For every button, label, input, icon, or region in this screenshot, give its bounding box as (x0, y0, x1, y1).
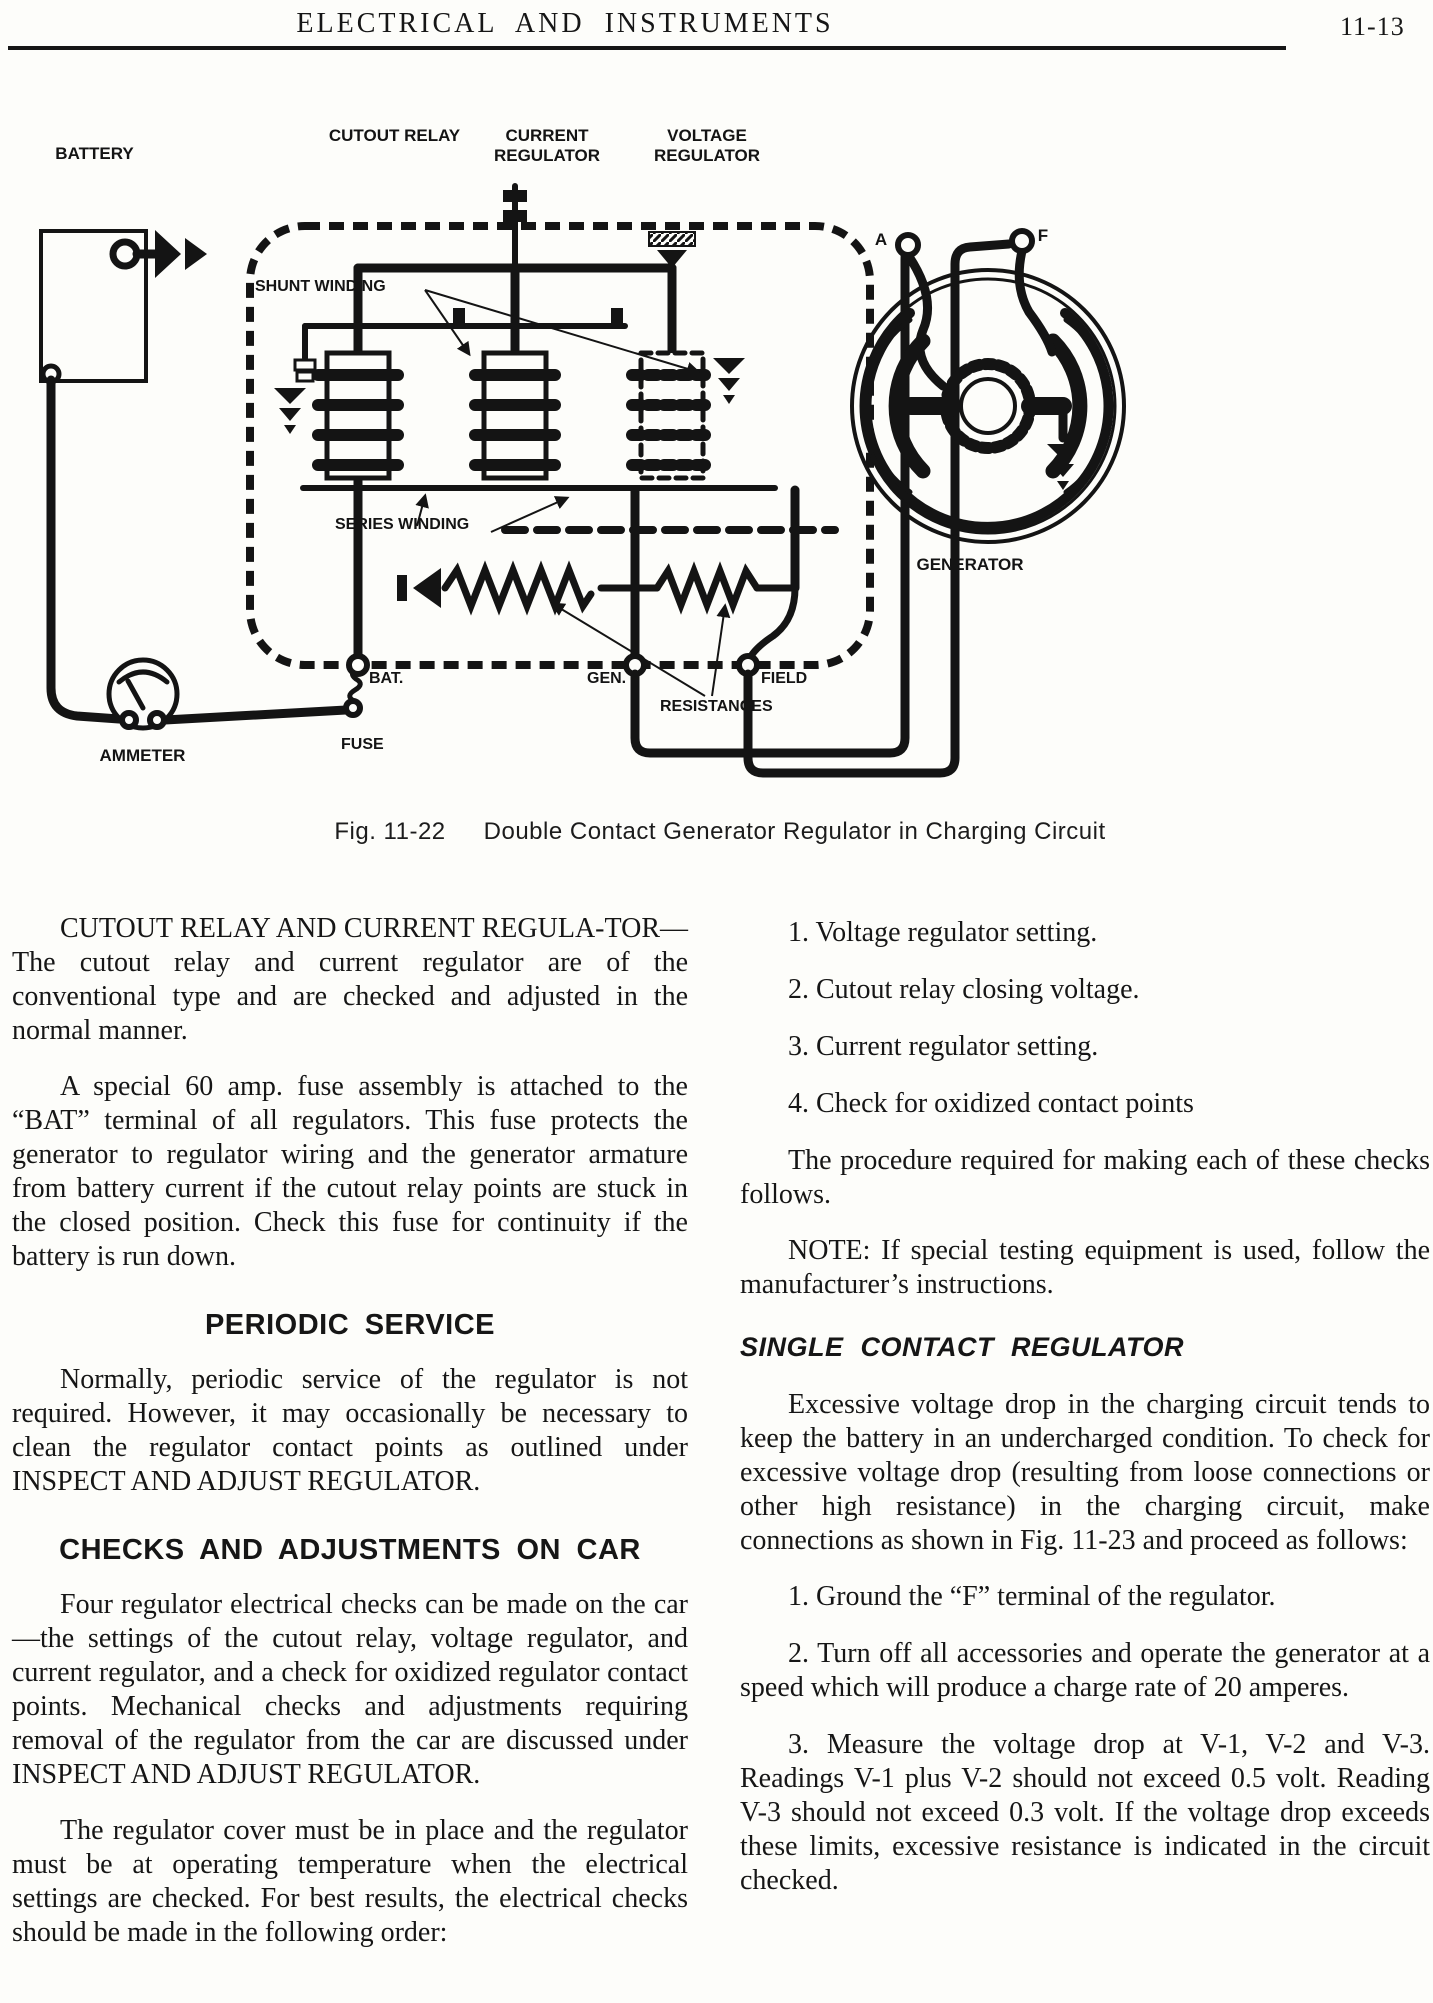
voltage-regulator-unit (625, 353, 775, 488)
left-column (12, 912, 688, 1972)
ammeter-symbol (109, 660, 177, 728)
battery-label: BATTERY (55, 144, 134, 163)
check-item-4: 4. Check for oxidized contact points (788, 1088, 1194, 1119)
battery-circuit-wires (51, 380, 346, 720)
generator-symbol (852, 231, 1124, 542)
para-periodic: Normally, periodic service of the regulator is not required. However, it may occasionally be necessary to clean the regulator contact points as outlined under INSPECT AND ADJUST REGULATOR. (12, 1364, 688, 1497)
step-list (740, 1580, 1430, 1898)
check-item-3: 3. Current regulator setting. (788, 1031, 1099, 1062)
insulator-block (649, 232, 695, 246)
terminal-f-label: F (1037, 226, 1049, 245)
battery-symbol (41, 230, 207, 382)
adjusting-screw (503, 190, 527, 202)
resistances-label: RESISTANCES (660, 698, 773, 715)
fuse-label: FUSE (341, 736, 384, 753)
generator-leads (635, 244, 1009, 773)
current-regulator-label: CURRENT REGULATOR (493, 126, 601, 166)
series-winding-label: SERIES WINDING (335, 516, 470, 533)
heading-checks-adjustments: CHECKS AND ADJUSTMENTS ON CAR (59, 1534, 641, 1566)
para-four-checks: Four regulator electrical checks can be made on the car—the settings of the cutout relay, voltage regulator, and current regulator, and a check for oxidized regulator contact points. Mechanical checks and adjustments requiring removal of the regulator from the car are discussed under INSPECT AND ADJUST REGULATOR. (12, 1589, 688, 1790)
para-procedure: The procedure required for making each of these checks follows. (740, 1145, 1430, 1210)
check-list (740, 916, 1430, 1121)
ground-icon (713, 358, 745, 404)
ground-icon (274, 388, 306, 434)
voltage-regulator-label: VOLTAGE REGULATOR (653, 126, 761, 166)
step-item-2: 2. Turn off all accessories and operate the generator at a speed which will produce a charge rate of 20 amperes. (740, 1638, 1430, 1703)
right-column (740, 916, 1430, 1921)
page-number: 11-13 (1340, 12, 1405, 41)
current-regulator-unit (463, 308, 627, 488)
para-cutout-relay: CUTOUT RELAY AND CURRENT REGULA-TOR—The cutout relay and current regulator are of the conventional type and are checked and adjusted in the normal manner. (12, 913, 688, 1046)
gen-terminal-label: GEN. (587, 670, 627, 687)
figure-caption-text: Double Contact Generator Regulator in Charging Circuit (483, 818, 1106, 845)
generator-label: GENERATOR (916, 555, 1024, 574)
figure-caption-number: Fig. 11-22 (334, 818, 446, 845)
wiring-diagram (5, 58, 1145, 803)
adjusting-screw-lock (503, 210, 527, 222)
para-regulator-cover: The regulator cover must be in place and the regulator must be at operating temperature when the electrical settings are checked. For best results, the electrical checks should be made in the following order: (12, 1815, 688, 1948)
ammeter-label: AMMETER (99, 746, 186, 765)
step-item-1: 1. Ground the “F” terminal of the regulator. (788, 1581, 1276, 1612)
terminal-a-label: A (874, 230, 888, 249)
para-fuse: A special 60 amp. fuse assembly is attached to the “BAT” terminal of all regulators. This fuse protects the generator to regulator wiring and the generator armature from battery current if the cutout relay points are stuck in the closed position. Check this fuse for continuity if the battery is run down. (12, 1071, 688, 1272)
bat-terminal-label: BAT. (369, 670, 404, 687)
para-voltage-drop: Excessive voltage drop in the charging circuit tends to keep the battery in an undercharged condition. To check for excessive voltage drop (resulting from loose connections or other high resistance) in the charging circuit, make connections as shown in Fig. 11-23 and proceed as follows: (740, 1389, 1430, 1556)
para-note: NOTE: If special testing equipment is used, follow the manufacturer’s instructions. (740, 1235, 1430, 1300)
check-item-1: 1. Voltage regulator setting. (788, 917, 1098, 948)
field-terminal-label: FIELD (761, 670, 808, 687)
check-item-2: 2. Cutout relay closing voltage. (788, 974, 1140, 1005)
figure-caption (150, 818, 1290, 846)
heading-single-contact: SINGLE CONTACT REGULATOR (740, 1332, 1184, 1362)
shunt-winding-label: SHUNT WINDING (255, 278, 386, 295)
cutout-relay-unit (295, 308, 467, 488)
step-item-3: 3. Measure the voltage drop at V-1, V-2 and V-3. Readings V-1 plus V-2 should not exceed 0.5 volt. Reading V-3 should not exceed 0.3 volt. If the voltage drop exceeds these limits, excessive resistance is indicated in the circuit checked. (740, 1729, 1430, 1896)
figure-11-22 (5, 58, 1145, 803)
header-rule (8, 46, 1286, 50)
heading-periodic-service: PERIODIC SERVICE (204, 1309, 496, 1341)
page-title: ELECTRICAL AND INSTRUMENTS (296, 8, 834, 39)
cutout-relay-label: CUTOUT RELAY (328, 126, 461, 145)
